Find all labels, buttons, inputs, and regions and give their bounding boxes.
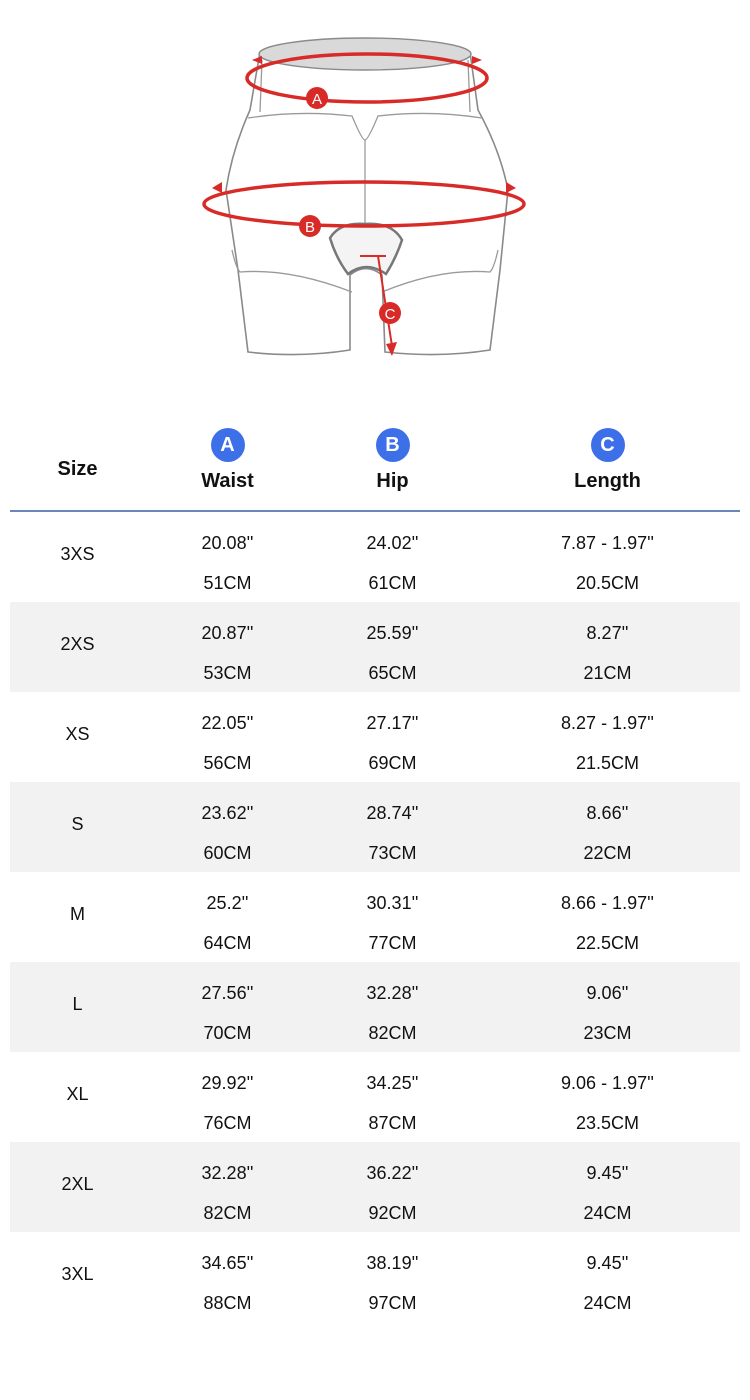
size-table-body (10, 512, 740, 1322)
table-row (10, 1142, 740, 1232)
table-row (10, 962, 740, 1052)
waist-cell: 32.28'' 82CM (201, 1163, 254, 1223)
size-cell: XL (66, 1084, 89, 1104)
size-cell: 2XS (60, 634, 95, 654)
size-cell: M (70, 904, 85, 924)
length-cell: 9.45'' 24CM (583, 1163, 632, 1223)
size-table-header (10, 420, 740, 512)
table-row (10, 602, 740, 692)
svg-text:B: B (304, 219, 316, 236)
table-row (10, 872, 740, 962)
hip-cell: 24.02'' 61CM (366, 533, 419, 593)
hip-cell: 38.19'' 97CM (366, 1253, 419, 1313)
hip-cell: 28.74'' 73CM (366, 803, 419, 863)
size-column-header (10, 420, 145, 510)
size-cell: 3XL (61, 1264, 94, 1284)
length-cell: 9.06'' 23CM (583, 983, 632, 1043)
hip-cell: 30.31'' 77CM (366, 893, 419, 953)
length-header-label: Length (574, 470, 641, 492)
marker-b-icon (299, 215, 321, 237)
shorts-measurement-diagram (0, 0, 750, 380)
length-cell: 9.45'' 24CM (583, 1253, 632, 1313)
size-cell: 3XS (60, 544, 95, 564)
svg-text:C: C (384, 306, 396, 323)
waist-header-label: Waist (201, 470, 254, 492)
table-row (10, 512, 740, 602)
hip-cell: 32.28'' 82CM (366, 983, 419, 1043)
badge-c-icon: C (591, 428, 625, 462)
hip-cell: 25.59'' 65CM (366, 623, 419, 683)
length-cell: 8.27 - 1.97'' 21.5CM (561, 713, 654, 773)
hip-column-header (310, 420, 475, 510)
waist-cell: 34.65'' 88CM (201, 1253, 254, 1313)
badge-a-icon: A (211, 428, 245, 462)
waist-cell: 27.56'' 70CM (201, 983, 254, 1043)
size-cell: 2XL (61, 1174, 94, 1194)
waist-cell: 25.2'' 64CM (203, 893, 252, 953)
table-row (10, 1052, 740, 1142)
marker-a-icon (306, 87, 328, 109)
shorts-outline (226, 52, 508, 355)
length-cell: 7.87 - 1.97'' 20.5CM (561, 533, 654, 593)
length-cell: 9.06 - 1.97'' 23.5CM (561, 1073, 654, 1133)
length-cell: 8.27'' 21CM (583, 623, 632, 683)
waist-cell: 22.05'' 56CM (201, 713, 254, 773)
waist-cell: 29.92'' 76CM (201, 1073, 254, 1133)
hip-cell: 36.22'' 92CM (366, 1163, 419, 1223)
hip-cell: 34.25'' 87CM (366, 1073, 419, 1133)
size-cell: L (72, 994, 83, 1014)
hip-header-label: Hip (376, 470, 409, 492)
svg-text:A: A (311, 91, 323, 108)
table-row (10, 692, 740, 782)
size-header-label: Size (57, 458, 98, 480)
marker-c-icon (379, 302, 401, 324)
hip-cell: 27.17'' 69CM (366, 713, 419, 773)
size-cell: S (71, 814, 84, 834)
badge-b-icon: B (376, 428, 410, 462)
waist-column-header (145, 420, 310, 510)
waist-cell: 23.62'' 60CM (201, 803, 254, 863)
length-cell: 8.66 - 1.97'' 22.5CM (561, 893, 654, 953)
length-cell: 8.66'' 22CM (583, 803, 632, 863)
table-row (10, 782, 740, 872)
table-row (10, 1232, 740, 1322)
waist-cell: 20.08'' 51CM (201, 533, 254, 593)
waist-cell: 20.87'' 53CM (201, 623, 254, 683)
length-column-header (475, 420, 740, 510)
size-cell: XS (65, 724, 90, 744)
